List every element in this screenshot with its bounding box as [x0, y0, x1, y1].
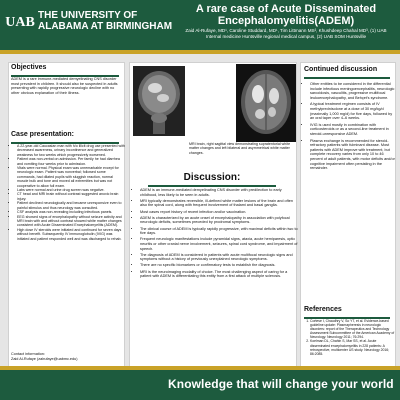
list-item: • MRI typically demonstrates reversible, ill-defined white matter lesions of the brain and often also the spinal cord, along with frequent involvement of thalami and basal ganglia.: [140, 199, 298, 208]
figure-caption: MRI brain, right sagittal view demonstrating supratentorial white matter changes and left bilateral and asymmetrical white matter changes.: [189, 142, 291, 155]
list-item: • ADEM is an immune-mediated demyelinating CNS disorder with predilection to early childhood, less likely to be seen in adults.: [140, 188, 298, 197]
mri-sagittal-image: [133, 66, 185, 136]
objectives-title: Objectives: [11, 64, 47, 71]
case-presentation-title: Case presentation:: [11, 131, 75, 138]
university-line-2: ALABAMA AT BIRMINGHAM: [38, 21, 173, 32]
uab-logo: UAB: [5, 15, 35, 30]
objectives-text: ADEM is a rare immune-mediated demyelinating CNS disorder most prevalent in children. It should also be suspected in adults presenting with rapidly progressive neurologic decline with no other obvious explanation of their illness.: [11, 77, 118, 95]
list-item: • Frequent neurologic manifestations include pyramidal signs, ataxia, acute hemiparesis, optic neuritis or other cranial nerve involvement, seizures, spinal cord syndrome, and impairment of speech.: [140, 237, 298, 251]
mri-sagittal-drawing: [133, 66, 185, 136]
list-item: • Plasma exchange is recommended for steroid-refractory patients with fulminant disease. Most patients with ADEM improve with treatment, but complete recovery varies from only 10 to 46 percent of adult patients, with motor deficits and/or cognitive impairment often persisting in the remainder.: [310, 139, 396, 171]
list-item: • Patient was non-verbal on admission. Per family he had diarrhea and vomiting four weeks prior to admission.: [17, 157, 125, 166]
reference-item: 1. Cortese I, Chaudhry V, So YT, et al. Evidence-based guideline update: Plasmapheresis in neurologic disorders: report of the Therapeutics and Technology Assessment Subcommittee of the American Academy of Neurology. Neurology 2011; 76:294.: [310, 319, 396, 339]
university-line-1: THE UNIVERSITY OF: [38, 10, 138, 21]
list-item: • IVIG is used mostly in combination with corticosteroids or as a second-line treatment in steroid-unresponsive ADEM.: [310, 123, 396, 137]
list-item: • A 22-year-old Caucasian man with h/o illicit drug use presented with decreased awareness, urinary incontinence and generalized weakness for two weeks which progressively worsened.: [17, 144, 125, 157]
reference-item: 2. Koelman DL, Chahin S, Mar SS, et al. Acute disseminated encephalomyelitis in 228 patients: A retrospective, multicenter US study. Neurology 2016; 86:2085.: [310, 339, 396, 355]
list-item: • A typical treatment regimen consists of IV methylprednisolone at a dose of 30 mg/kg/d (maximally 1,000 mg/d) for five days, followed by an oral taper over 4–6 weeks.: [310, 102, 396, 120]
poster-title: [175, 3, 397, 27]
contact-email[interactable]: Zaid Al-Rufaye (zalrufaye@uabmc.edu): [11, 356, 78, 361]
list-item: • High dose IV steroids were initiated and continued for seven days without benefit. Subsequently IV immunoglobulin (IVIG) was initiated and patient responded well and was discharged to rehab.: [17, 228, 125, 241]
discussion-list: [134, 188, 298, 280]
references-title: References: [304, 306, 342, 313]
continued-discussion-title: Continued discussion: [304, 66, 378, 73]
case-presentation-list: [11, 144, 125, 241]
university-name: [38, 10, 178, 32]
discussion-rule: [148, 185, 276, 187]
list-item: • There are no specific biomarkers or confirmatory tests to establish the diagnosis.: [140, 263, 298, 268]
list-item: • Labs were normal and urine drug screen was negative.: [17, 188, 125, 192]
list-item: • EEG showed signs of encephalopathy without seizure activity and MRI brain with and without contrast showed white matter changes consistent with Acute Disseminated Encephalomyelitis (ADEM).: [17, 215, 125, 228]
footer-tagline: Knowledge that will change your world: [168, 377, 394, 391]
title-line-2: Encephalomyelitis(ADEM): [217, 15, 355, 27]
contact-label: Contact information:: [11, 352, 45, 356]
continued-discussion-list: [304, 82, 396, 173]
list-item: • ADEM is characterized by an acute onset of encephalopathy in association with polyfocal neurologic deficits, sometimes preceded by prodromal symptoms.: [140, 216, 298, 225]
list-item: • The diagnosis of ADEM is considered in patients with acute multifocal neurologic signs and symptoms without a history of previously unexplained neurologic symptoms.: [140, 253, 298, 262]
title-line-1: A rare case of Acute Disseminated: [195, 3, 377, 15]
authors-line-2: Internal medicine Huntsville regional medical campus, (2) UAB SOM Huntsville: [205, 34, 367, 39]
list-item: • CT head and MRI brain without contrast suggested anoxic brain injury.: [17, 192, 125, 201]
authors: [175, 28, 397, 40]
continued-discussion-rule: [304, 77, 390, 79]
mri-axial-drawing: [236, 64, 296, 142]
references-list: [304, 319, 396, 356]
list-item: • Most cases report history of recent infection and/or vaccination.: [140, 210, 298, 215]
list-item: • MRI is the neuroimaging modality of choice. The most challenging aspect of caring for a patient with ADEM is differentiating this entity from a first attack of multiple sclerosis.: [140, 270, 298, 279]
authors-line-1: Zaid Al-Rufaye, MD¹, Caroline Studdard, MD¹, Tim Littmann MS², Khushdeep Chahal MD³, (1) UAB: [185, 28, 387, 33]
list-item: • Other entities to be considered in the differential include infectious meningoencephalitis, neurologic sarcoidosis, vasculitis, progressive multifocal leukoencephalopathy, and Behçet's syndrome.: [310, 82, 396, 100]
list-item: • The clinical course of ADEM is typically rapidly progressive, with maximal deficits within two to five days.: [140, 227, 298, 236]
discussion-title: Discussion:: [183, 172, 241, 183]
mri-axial-image: [236, 64, 296, 142]
contact-info: [11, 352, 121, 361]
list-item: • Vitals were normal. Physical exam was unremarkable except for neurologic exam. Patient was nonverbal; followed some commands, had dilated pupils with sluggish reaction, normal muscle bulk and tone and moved all extremities but was not cooperative to allow full exam.: [17, 166, 125, 188]
list-item: • Patient declined neurologically and became unresponsive even to painful stimulus and thus neurology was consulted.: [17, 201, 125, 210]
list-item: • CSF analysis was non-revealing including infectious panels.: [17, 210, 125, 214]
